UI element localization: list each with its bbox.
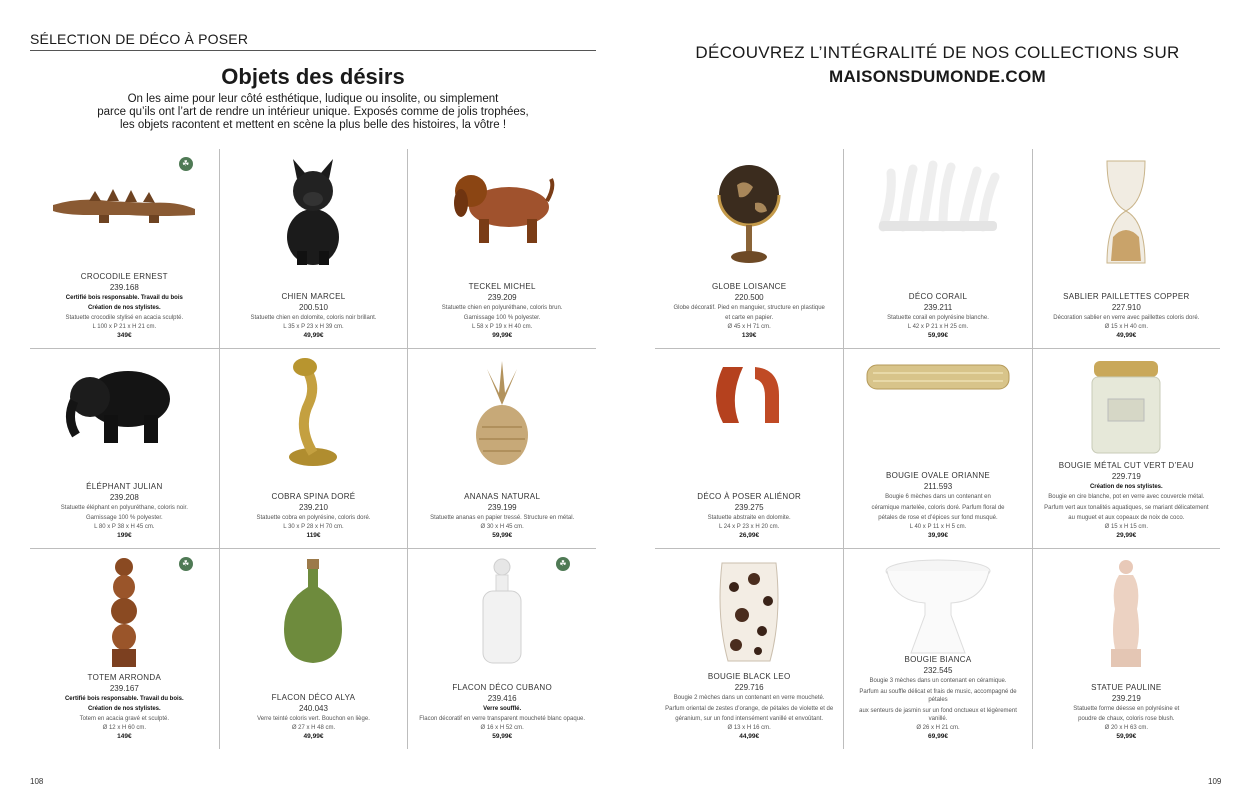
product-dimensions: L 35 x P 23 x H 39 cm. xyxy=(283,323,344,330)
product-info xyxy=(1033,461,1220,539)
product-price: 99,99€ xyxy=(492,332,513,339)
product-description: Totem en acacia gravé et sculpté. xyxy=(79,716,170,722)
product-price: 26,99€ xyxy=(739,532,760,539)
leaf-badge-icon: ☘ xyxy=(179,157,193,171)
product-reference: 239.211 xyxy=(923,303,953,312)
product-description: et carte en papier. xyxy=(725,315,774,321)
product-description: Statuette chien en dolomite, coloris noir brillant. xyxy=(250,315,377,321)
product-card[interactable] xyxy=(1032,549,1220,749)
product-reference: 220.500 xyxy=(734,292,764,302)
product-dimensions: Ø 16 x H 52 cm. xyxy=(480,724,524,731)
product-description: Statuette éléphant en polyuréthane, coloris noir. xyxy=(60,504,188,511)
product-info xyxy=(655,672,843,740)
intro-line: On les aime pour leur côté esthétique, ludique ou insolite, ou simplement xyxy=(127,93,499,105)
product-description: Bougie 3 mèches dans un contenant en céramique. xyxy=(869,678,1007,684)
product-name: FLACON DÉCO CUBANO xyxy=(452,683,552,692)
product-reference: 239.210 xyxy=(299,503,328,512)
product-name: STATUE PAULINE xyxy=(1091,682,1162,692)
product-card[interactable] xyxy=(655,149,843,349)
product-card[interactable] xyxy=(30,349,219,549)
product-price: 69,99€ xyxy=(928,733,948,740)
product-description: Bougie en cire blanche, pot en verre avec couvercle métal. xyxy=(1048,494,1205,500)
product-dimensions: Ø 20 x H 63 cm. xyxy=(1104,724,1148,731)
product-dimensions: L 58 x P 19 x H 40 cm. xyxy=(471,323,533,330)
product-info xyxy=(220,693,408,740)
product-card[interactable] xyxy=(843,149,1031,349)
intro-text xyxy=(80,93,546,132)
section-divider xyxy=(30,50,596,51)
product-description: Verre teinté coloris vert. Bouchon en liège. xyxy=(257,716,370,722)
product-name: ÉLÉPHANT JULIAN xyxy=(86,481,163,491)
product-name: FLACON DÉCO ALYA xyxy=(271,693,356,702)
product-reference: 239.199 xyxy=(487,503,517,512)
product-dimensions: Ø 26 x H 21 cm. xyxy=(916,724,960,731)
product-card[interactable] xyxy=(843,549,1031,749)
product-description: Flacon décoratif en verre transparent moucheté blanc opaque. xyxy=(419,716,586,722)
product-name: GLOBE LOISANCE xyxy=(711,281,787,291)
product-name: BOUGIE BIANCA xyxy=(904,655,972,664)
promo-banner xyxy=(655,41,1220,89)
product-name: TOTEM ARRONDA xyxy=(87,673,162,682)
product-price: 119€ xyxy=(306,532,321,539)
product-name: DÉCO CORAIL xyxy=(908,292,968,301)
product-dimensions: L 40 x P 11 x H 5 cm. xyxy=(909,523,967,530)
product-price: 349€ xyxy=(117,332,132,339)
product-name: TECKEL MICHEL xyxy=(468,281,536,291)
product-card[interactable] xyxy=(843,349,1031,549)
product-dimensions: L 30 x P 28 x H 70 cm. xyxy=(283,523,344,530)
product-reference: 229.719 xyxy=(1111,472,1141,481)
product-reference: 239.209 xyxy=(487,292,517,302)
product-name: SABLIER PAILLETTES COPPER xyxy=(1063,292,1190,301)
product-card[interactable] xyxy=(1032,349,1220,549)
page-number-left: 108 xyxy=(30,777,44,786)
page-title: Objets des désirs xyxy=(221,64,405,89)
product-card[interactable] xyxy=(1032,149,1220,349)
product-dimensions: Ø 12 x H 60 cm. xyxy=(102,724,146,731)
product-description: au muguet et aux copeaux de noix de coco. xyxy=(1068,515,1185,521)
product-reference: 239.275 xyxy=(734,503,764,512)
product-name: CHIEN MARCEL xyxy=(281,292,346,301)
product-card[interactable] xyxy=(655,549,843,749)
intro-line: les objets racontent et mettent en scène la plus belle des histoires, la vôtre ! xyxy=(119,119,507,131)
section-title: SÉLECTION DE DÉCO À POSER xyxy=(30,31,249,47)
product-reference: 239.168 xyxy=(109,283,139,292)
product-info xyxy=(844,471,1031,539)
product-card[interactable] xyxy=(655,349,843,549)
product-name: BOUGIE OVALE ORIANNE xyxy=(885,471,991,480)
product-price: 29,99€ xyxy=(1116,532,1137,539)
product-price: 59,99€ xyxy=(492,733,513,740)
product-description: Statuette forme déesse en polyrésine et xyxy=(1073,705,1180,712)
product-dimensions: L 42 x P 21 x H 25 cm. xyxy=(907,323,969,330)
product-description: Garnissage 100 % polyester. xyxy=(85,515,163,521)
product-price: 59,99€ xyxy=(1116,733,1137,740)
product-dimensions: L 24 x P 23 x H 20 cm. xyxy=(718,523,780,530)
product-description: Statuette cobra en polyrésine, coloris doré. xyxy=(256,515,371,521)
product-dimensions: Ø 15 x H 15 cm. xyxy=(1104,523,1148,530)
product-description: Statuette chien en polyuréthane, coloris brun. xyxy=(441,304,563,311)
product-dimensions: Ø 30 x H 45 cm. xyxy=(480,523,524,530)
product-price: 59,99€ xyxy=(928,332,948,339)
product-dimensions: L 100 x P 21 x H 21 cm. xyxy=(92,323,157,330)
product-description: Décoration sablier en verre avec paillettes coloris doré. xyxy=(1053,315,1200,321)
product-description: Parfum au souffle délicat et frais de music, accompagné de pétales xyxy=(859,688,1017,703)
leaf-badge-icon: ☘ xyxy=(556,557,570,571)
product-info xyxy=(30,482,219,540)
product-card[interactable] xyxy=(30,149,219,349)
product-description: céramique martelée, coloris doré. Parfum floral de xyxy=(871,504,1005,511)
product-price: 49,99€ xyxy=(303,733,324,740)
product-info xyxy=(1033,683,1220,741)
product-description: Statuette corail en polyrésine blanche. xyxy=(887,315,989,321)
product-price: 44,99€ xyxy=(739,733,760,740)
leaf-badge-icon: ☘ xyxy=(179,557,193,571)
left-product-grid xyxy=(30,149,596,749)
product-description: poudre de chaux, coloris rose blush. xyxy=(1078,716,1175,722)
product-reference: 239.416 xyxy=(487,694,517,703)
product-reference: 227.910 xyxy=(1111,303,1141,312)
product-name: BOUGIE BLACK LEO xyxy=(707,672,791,681)
product-info xyxy=(30,673,219,740)
product-info xyxy=(30,272,219,339)
product-info xyxy=(408,683,596,740)
product-price: 149€ xyxy=(117,733,132,740)
product-name: CROCODILE ERNEST xyxy=(80,272,168,281)
product-info xyxy=(408,282,596,340)
product-note: Certifié bois responsable. Travail du bois. xyxy=(64,696,184,702)
product-name: COBRA SPINA DORÉ xyxy=(271,492,356,501)
product-dimensions: Ø 45 x H 71 cm. xyxy=(727,323,771,330)
product-dimensions: Ø 15 x H 40 cm. xyxy=(1104,323,1148,330)
product-info xyxy=(655,492,843,539)
product-card[interactable] xyxy=(219,349,408,549)
product-description: Bougie 2 mèches dans un contenant en verre moucheté. xyxy=(673,695,825,701)
product-note: Création de nos stylistes. xyxy=(87,305,161,311)
product-info xyxy=(408,492,596,539)
product-price: 49,99€ xyxy=(303,332,324,339)
product-info xyxy=(844,655,1031,740)
product-description: Parfum vert aux tonalités aquatiques, se mariant délicatement xyxy=(1044,504,1209,511)
product-reference: 200.510 xyxy=(299,303,328,312)
product-description: aux senteurs de jasmin sur un fond onctueux et légèrement vanillé. xyxy=(859,707,1017,722)
product-info xyxy=(220,492,408,539)
product-info xyxy=(220,292,408,339)
promo-text: DÉCOUVREZ L’INTÉGRALITÉ DE NOS COLLECTIONS SUR xyxy=(695,43,1180,62)
product-card[interactable] xyxy=(407,349,596,549)
product-info xyxy=(844,292,1031,339)
product-price: 139€ xyxy=(741,332,757,339)
product-price: 199€ xyxy=(117,532,132,539)
product-reference: 240.043 xyxy=(299,704,328,713)
product-name: BOUGIE MÉTAL CUT VERT D’EAU xyxy=(1058,461,1194,470)
product-info xyxy=(655,282,843,340)
product-description: Parfum oriental de zestes d’orange, de pétales de violette et de xyxy=(665,705,834,712)
product-description: Globe décoratif. Pied en manguier, structure en plastique xyxy=(673,304,825,311)
product-reference: 211.593 xyxy=(923,482,953,491)
product-note: Création de nos stylistes. xyxy=(1089,484,1163,490)
product-note: Création de nos stylistes. xyxy=(87,706,161,712)
product-card[interactable] xyxy=(30,549,219,749)
product-reference: 232.545 xyxy=(923,666,953,675)
product-description: Statuette crocodile stylisé en acacia sculpté. xyxy=(65,315,184,321)
product-name: DÉCO À POSER ALIÉNOR xyxy=(697,492,802,501)
intro-line: parce qu’ils ont l’art de rendre un intérieur unique. Exposés comme de jolis trophées, xyxy=(97,106,529,118)
product-info xyxy=(1033,292,1220,339)
product-dimensions: Ø 27 x H 48 cm. xyxy=(291,724,336,731)
product-description: Bougie 6 mèches dans un contenant en xyxy=(885,494,991,500)
product-dimensions: L 80 x P 38 x H 45 cm. xyxy=(94,523,155,530)
product-card[interactable] xyxy=(219,549,408,749)
promo-website-link[interactable]: MAISONSDUMONDE.COM xyxy=(829,67,1046,86)
product-card[interactable] xyxy=(219,149,408,349)
product-price: 39,99€ xyxy=(928,532,948,539)
product-note: Verre soufflé. xyxy=(483,706,522,712)
right-product-grid xyxy=(655,149,1220,749)
product-description: Garnissage 100 % polyester. xyxy=(463,315,541,321)
product-name: ANANAS NATURAL xyxy=(464,492,541,501)
product-card[interactable] xyxy=(407,549,596,749)
product-reference: 239.208 xyxy=(109,492,139,502)
product-price: 49,99€ xyxy=(1116,332,1137,339)
product-description: Statuette ananas en papier tressé. Structure en métal. xyxy=(430,515,575,521)
product-note: Certifié bois responsable. Travail du bois xyxy=(65,295,183,301)
product-card[interactable] xyxy=(407,149,596,349)
product-reference: 239.167 xyxy=(109,684,139,693)
product-reference: 229.716 xyxy=(734,683,764,692)
product-reference: 239.219 xyxy=(1111,693,1141,703)
product-price: 59,99€ xyxy=(492,532,513,539)
page-number-right: 109 xyxy=(1208,777,1222,786)
product-description: pétales de rose et d’épices sur fond musqué. xyxy=(878,515,998,521)
product-dimensions: Ø 13 x H 16 cm. xyxy=(727,724,771,731)
product-description: géranium, sur un fond intensément vanillé et envoûtant. xyxy=(675,716,824,722)
product-description: Statuette abstraite en dolomite. xyxy=(707,515,791,521)
